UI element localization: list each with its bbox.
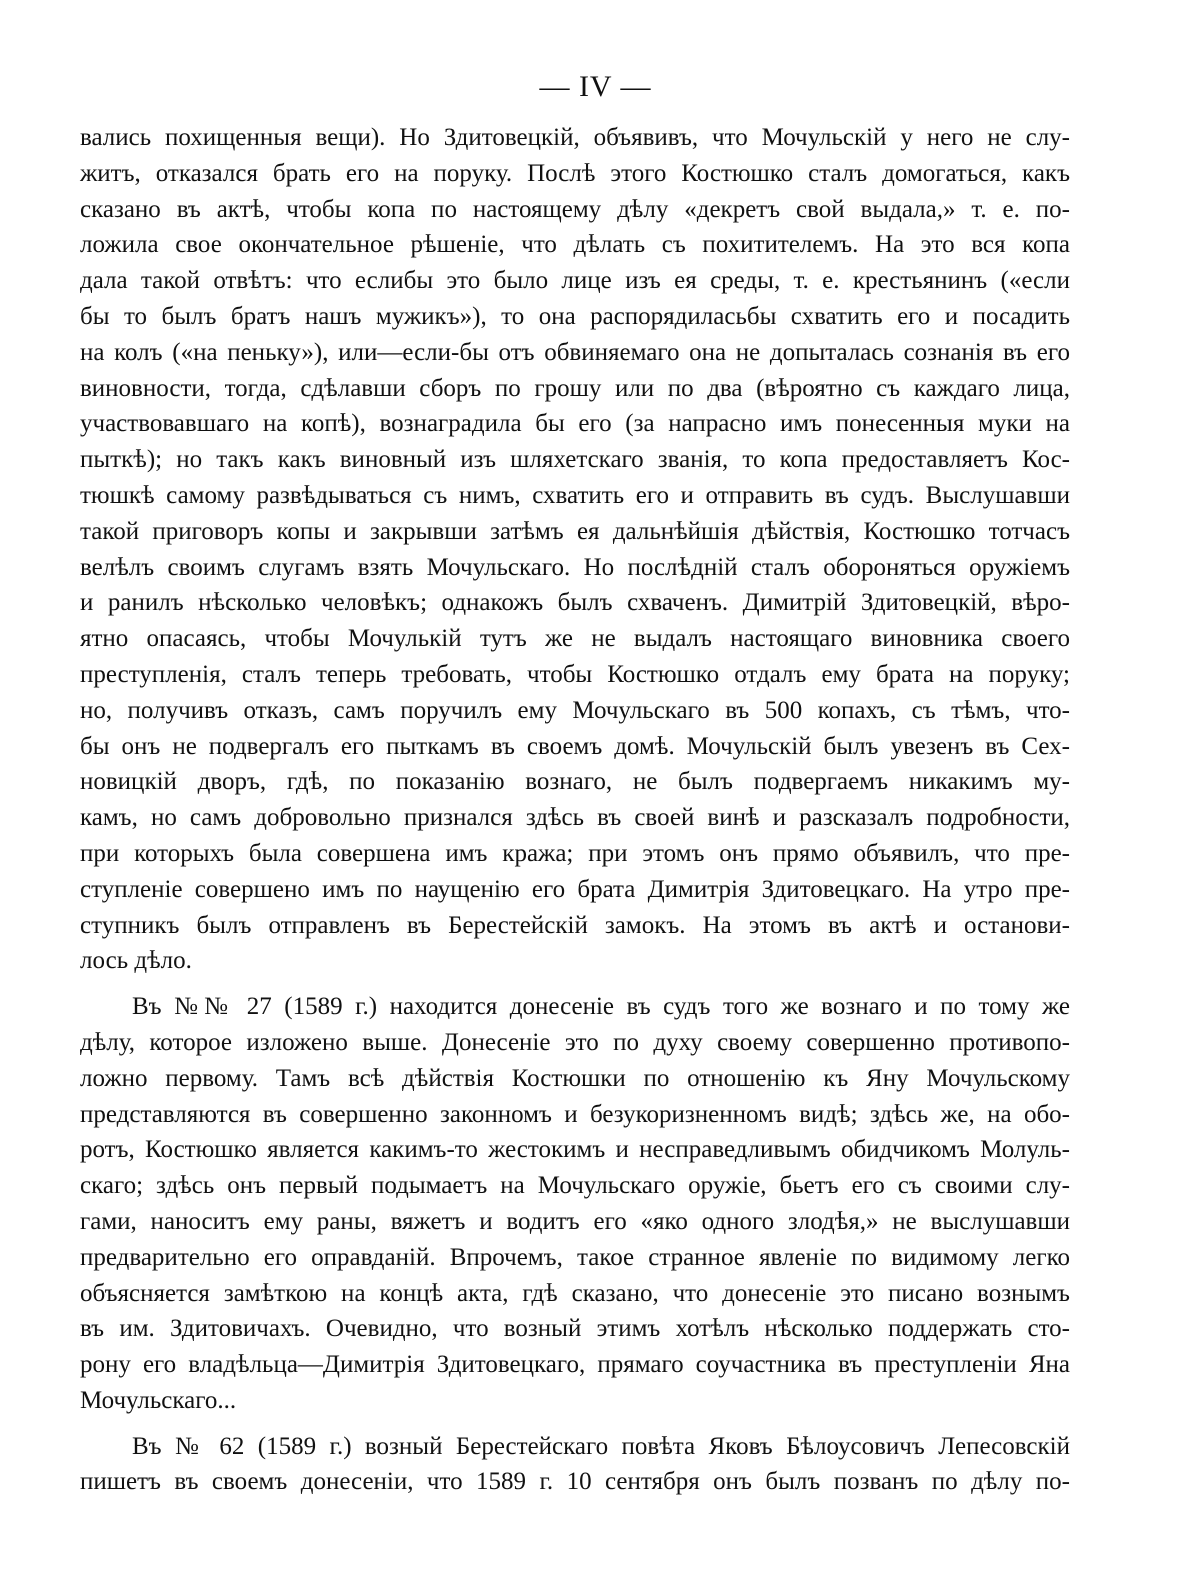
text-line: и ранилъ нѣсколько человѣкъ; однакожъ былъ схваченъ. Димитрій Здитовецкій, вѣро- [80, 589, 1070, 617]
text-line: тюшкѣ самому развѣдываться съ нимъ, схватить его и отправить въ судъ. Выслушавши [80, 481, 1070, 509]
text-line: ступникъ былъ отправленъ въ Берестейскій замокъ. На этомъ въ актѣ и останови- [80, 911, 1070, 939]
text-line: при которыхъ была совершена имъ кража; при этомъ онъ прямо объявилъ, что пре- [80, 839, 1070, 867]
text-line: ложно первому. Тамъ всѣ дѣйствія Костюшки по отношенію къ Яну Мочульскому [80, 1064, 1070, 1092]
page-number: — IV — [539, 70, 652, 103]
text-line: рону его владѣльца—Димитрія Здитовецкаго, прямаго соучастника въ преступленіи Яна [80, 1351, 1070, 1379]
text-line: дѣлу, которое изложено выше. Донесеніе это по духу своему совершенно противопо- [80, 1028, 1070, 1056]
text-line: такой приговоръ копы и закрывши затѣмъ ея дальнѣйшія дѣйствія, Костюшко тотчасъ [80, 517, 1070, 545]
text-line: участвовавшаго на копѣ), вознаградила бы его (за напрасно имъ понесенныя муки на [80, 410, 1070, 438]
paragraph [80, 120, 1070, 979]
text-line: бы то былъ братъ нашъ мужикъ»), то она распорядиласьбы схватить его и посадить [80, 302, 1070, 330]
text-line: гами, наноситъ ему раны, вяжетъ и водитъ его «яко одного злодѣя,» не выслушавши [80, 1207, 1070, 1235]
text-line: ложила свое окончательное рѣшеніе, что дѣлать съ похитителемъ. На это вся копа [80, 231, 1070, 259]
text-line: велѣлъ своимъ слугамъ взять Мочульскаго. Но послѣдній сталъ обороняться оружіемъ [80, 553, 1070, 581]
body-text [80, 120, 1070, 1500]
text-line: пыткѣ); но такъ какъ виновный изъ шляхетскаго званія, то копа предоставляетъ Кос- [80, 446, 1070, 474]
text-line: предварительно его оправданій. Впрочемъ, такое странное явленіе по видимому легко [80, 1243, 1070, 1271]
text-line: ятно опасаясь, чтобы Мочулькій тутъ же не выдалъ настоящаго виновника своего [80, 625, 1070, 653]
text-line: объясняется замѣткою на концѣ акта, гдѣ сказано, что донесеніе это писано вознымъ [80, 1279, 1070, 1307]
text-line: житъ, отказался брать его на поруку. Послѣ этого Костюшко сталъ домогаться, какъ [80, 159, 1070, 187]
text-line: новицкій дворъ, гдѣ, по показанію вознаго, не былъ подвергаемъ никакимъ му- [80, 768, 1070, 796]
text-line: въ им. Здитовичахъ. Очевидно, что возный этимъ хотѣлъ нѣсколько поддержать сто- [80, 1315, 1070, 1343]
text-line: Мочульскаго... [80, 1386, 237, 1414]
text-line: пишетъ въ своемъ донесеніи, что 1589 г. 10 сентября онъ былъ позванъ по дѣлу по- [80, 1468, 1070, 1496]
text-line: вались похищенныя вещи). Но Здитовецкій, объявивъ, что Мочульскій у него не слу- [80, 124, 1070, 151]
text-line: но, получивъ отказъ, самъ поручилъ ему Мочульскаго въ 500 копахъ, съ тѣмъ, что- [80, 696, 1070, 724]
text-line: дала такой отвѣтъ: что еслибы это было лице изъ ея среды, т. е. крестьянинъ («если [80, 267, 1070, 295]
paragraph [80, 989, 1070, 1419]
text-line: лось дѣло. [80, 947, 192, 975]
text-line: ротъ, Костюшко является какимъ-то жестокимъ и несправедливымъ обидчикомъ Молуль- [80, 1136, 1070, 1164]
text-line: представляются въ совершенно законномъ и безукоризненномъ видѣ; здѣсь же, на обо- [80, 1100, 1070, 1128]
text-line: на колъ («на пеньку»), или—если-бы отъ обвиняемаго она не допыталась сознанія въ его [80, 338, 1070, 366]
text-line: Въ №№ 27 (1589 г.) находится донесеніе въ судъ того же вознаго и по тому же [132, 993, 1070, 1021]
text-line: ступленіе совершено имъ по наущенію его брата Димитрія Здитовецкаго. На утро пре- [80, 875, 1070, 903]
text-line: бы онъ не подвергалъ его пыткамъ въ своемъ домѣ. Мочульскій былъ увезенъ въ Сех- [80, 732, 1070, 760]
text-line: виновности, тогда, сдѣлавши сборъ по грошу или по два (вѣроятно съ каждаго лица, [80, 374, 1070, 402]
text-line: камъ, но самъ добровольно признался здѣсь въ своей винѣ и разсказалъ подробности, [80, 804, 1070, 832]
text-line: Въ № 62 (1589 г.) возный Берестейскаго повѣта Яковъ Бѣлоусовичъ Лепесовскій [132, 1432, 1070, 1460]
text-line: преступленія, сталъ теперь требовать, чтобы Костюшко отдалъ ему брата на поруку; [80, 660, 1070, 688]
text-line: сказано въ актѣ, чтобы копа по настоящему дѣлу «декретъ свой выдала,» т. е. по- [80, 195, 1070, 223]
text-line: скаго; здѣсь онъ первый подымаетъ на Мочульскаго оружіе, бьетъ его съ своими слу- [80, 1172, 1070, 1200]
paragraph [80, 1429, 1070, 1501]
